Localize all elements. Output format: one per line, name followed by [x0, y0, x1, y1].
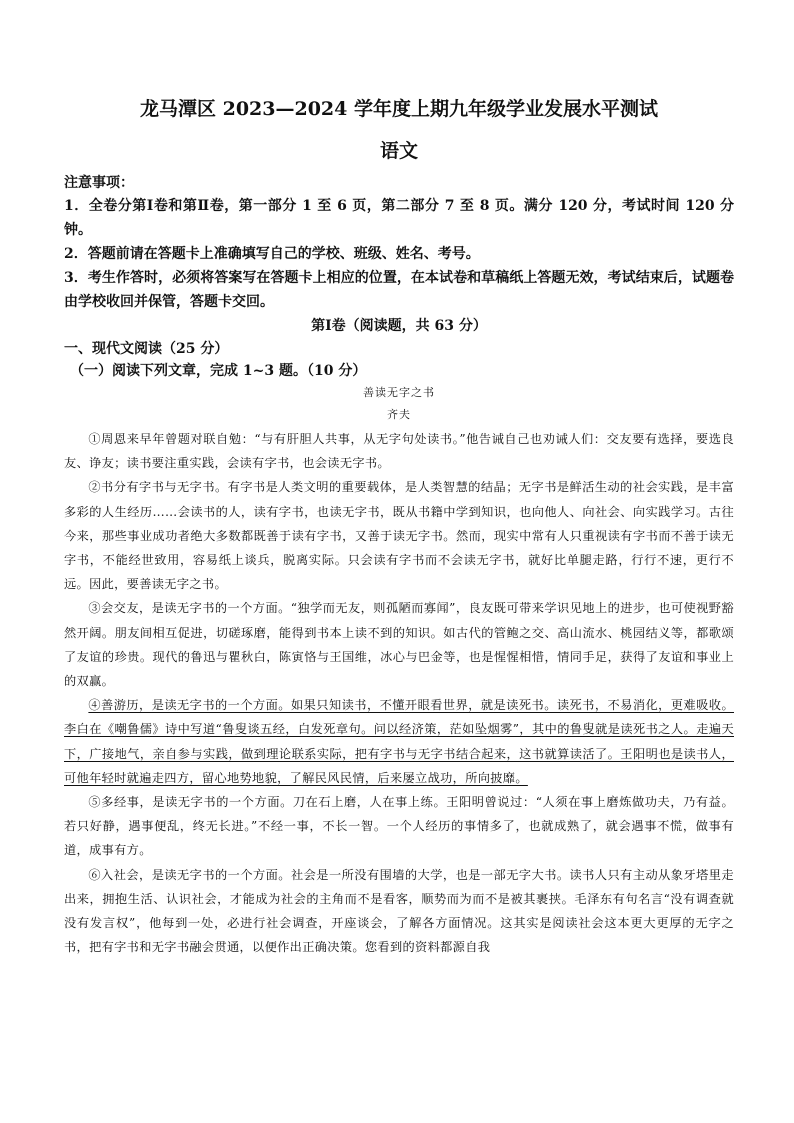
article-paragraph-5: ⑤多经事，是读无字书的一个方面。刀在石上磨，人在事上练。王阳明曾说过：“人须在事上磨炼做功夫，乃有益。若只好静，遇事便乱，终无长进。”不经一事，不长一智。一个人经历的事情多了，也就成熟了，就会遇事不慌，做事有道，成事有方。	[64, 795, 734, 858]
notes-heading: 注意事项：	[64, 175, 134, 191]
article-paragraph-1: ①周恩来早年曾题对联自勉：“与有肝胆人共事，从无字句处读书。”他告诫自己也劝诫人们：交友要有选择，要选良友、诤友；读书要注重实践，会读有字书，也会读无字书。	[64, 432, 734, 471]
article-title: 善读无字之书	[363, 386, 435, 399]
note-item-3: 3．考生作答时，必须将答案写在答题卡上相应的位置，在本试卷和草稿纸上答题无效，考试结束后，试题卷由学校收回并保管，答题卡交回。	[64, 270, 734, 310]
article-paragraph-3: ③会交友，是读无字书的一个方面。“独学而无友，则孤陋而寡闻”，良友既可带来学识见地上的进步，也可使视野豁然开阔。朋友间相互促进，切磋琢磨，能得到书本上读不到的知识。如古代的管鲍之交、高山流水、桃园结义等，都歌颂了友谊的珍贵。现代的鲁迅与瞿秋白，陈寅恪与王国维，冰心与巴金等，也是惺惺相惜，情同手足，获得了友谊和事业上的双赢。	[64, 601, 734, 689]
subsection-heading: （一）阅读下列文章，完成 1~3 题。（10 分）	[70, 363, 367, 379]
volume-heading: 第Ⅰ卷（阅读题，共 63 分）	[311, 318, 487, 334]
note-item-1: 1．全卷分第Ⅰ卷和第Ⅱ卷，第一部分 1 至 6 页，第二部分 7 至 8 页。满分 120 分，考试时间 120 分钟。	[64, 198, 734, 238]
article-paragraph-4: ④善游历，是读无字书的一个方面。如果只知读书，不懂开眼看世界，就是读死书。读死书，不易消化，更难吸收。李白在《嘲鲁儒》诗中写道“鲁叟谈五经，白发死章句。问以经济策，茫如坠烟雾”，其中的鲁叟就是读死书之人。走遍天下，广接地气，亲自参与实践，做到理论联系实际，把有字书与无字书结合起来，这书就算读活了。王阳明也是读书人，可他年轻时就遍走四方，留心地势地貌，了解民风民情，后来屡立战功，所向披靡。	[64, 698, 734, 785]
article-paragraph-2: ②书分有字书与无字书。有字书是人类文明的重要载体，是人类智慧的结晶；无字书是鲜活生动的社会实践，是丰富多彩的人生经历……会读书的人，读有字书，也读无字书，既从书籍中学到知识，也向他人、向社会、向实践学习。古往今来，那些事业成功者绝大多数都既善于读有字书，又善于读无字书。然而，现实中常有人只重视读有字书而不善于读无字书，不能经世致用，容易纸上谈兵，脱离实际。只会读有字书而不会读无字书，就好比单腿走路，行行不速，更行不远。因此，要善读无字之书。	[64, 480, 734, 592]
section-heading: 一、现代文阅读（25 分）	[64, 341, 229, 357]
article-author: 齐夫	[387, 408, 411, 421]
note-item-2: 2．答题前请在答题卡上准确填写自己的学校、班级、姓名、考号。	[64, 246, 480, 262]
exam-page	[64, 96, 734, 959]
article-paragraph-6: ⑥入社会，是读无字书的一个方面。社会是一所没有围墙的大学，也是一部无字大书。读书人只有主动从象牙塔里走出来，拥抱生活、认识社会，才能成为社会的主角而不是看客，顺势而为而不是被其裹挟。毛泽东有句名言“没有调查就没有发言权”，他每到一处，必进行社会调查，开座谈会，了解各方面情况。这其实是阅读社会这本更大更厚的无字之书，把有字书和无字书融会贯通，以便作出正确决策。您看到的资料都源自我	[64, 867, 734, 955]
subject-title: 语文	[379, 140, 418, 162]
exam-title: 龙马潭区 2023—2024 学年度上期九年级学业发展水平测试	[140, 98, 658, 120]
